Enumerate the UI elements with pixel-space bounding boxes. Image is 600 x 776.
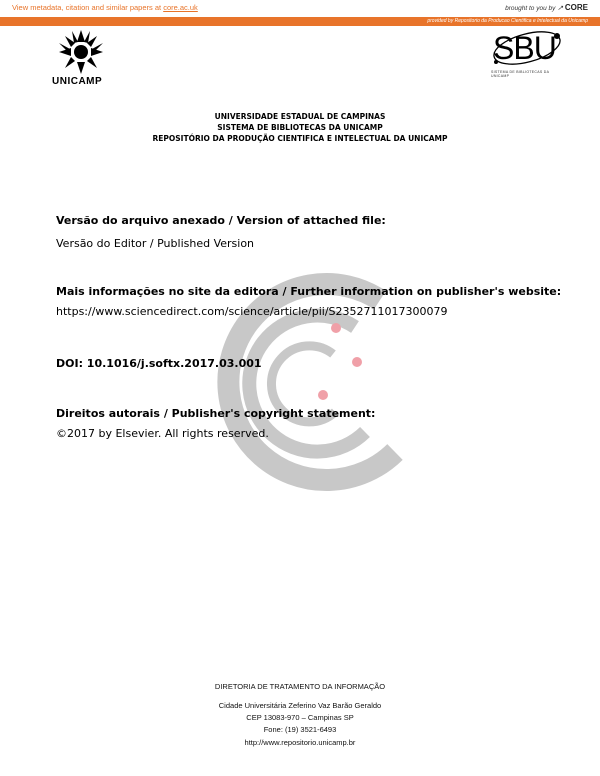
unicamp-emblem-icon (56, 28, 106, 76)
core-logo-icon: ↗ (557, 5, 564, 12)
core-top-bar (0, 0, 600, 17)
sbu-subtitle: SISTEMA DE BIBLIOTECAS DA UNICAMP (491, 70, 550, 78)
publisher-url-link[interactable]: https://www.sciencedirect.com/science/article/pii/S2352711017300079 (56, 305, 448, 318)
provided-by-bar (0, 17, 600, 26)
brought-by-text: brought to you by (505, 5, 556, 12)
version-value: Versão do Editor / Published Version (56, 237, 255, 250)
core-brand[interactable]: CORE (564, 3, 588, 12)
footer-url-link[interactable]: http://www.repositorio.unicamp.br (244, 738, 356, 747)
sbu-logo (487, 28, 567, 78)
version-heading: Versão do arquivo anexado / Version of attached file: (56, 214, 386, 227)
university-name: UNIVERSIDADE ESTADUAL DE CAMPINAS (214, 112, 386, 121)
unicamp-logo (48, 28, 118, 90)
footer-department: DIRETORIA DE TRATAMENTO DA INFORMAÇÃO (214, 682, 386, 691)
sbu-wordmark: SBU (493, 30, 556, 66)
brought-to-you-by (505, 3, 588, 12)
library-system-name: SISTEMA DE BIBLIOTECAS DA UNICAMP (217, 123, 383, 132)
footer-address-line2: CEP 13083-970 – Campinas SP (246, 713, 354, 722)
copyright-section (56, 407, 375, 440)
version-section (56, 214, 386, 250)
doi-text: DOI: 10.1016/j.softx.2017.03.001 (56, 357, 262, 370)
core-metadata-notice (12, 3, 198, 12)
footer-phone: Fone: (19) 3521-6493 (263, 725, 337, 734)
institution-header (0, 111, 600, 144)
publisher-info-section (56, 285, 561, 318)
core-link[interactable]: core.ac.uk (163, 3, 198, 12)
provided-by-text: provided by Repositorio da Producao Cientifica e Intelectual da Unicamp (427, 18, 588, 24)
unicamp-wordmark: UNICAMP (52, 76, 103, 87)
metadata-notice-text: View metadata, citation and similar papers at (12, 3, 164, 12)
copyright-heading: Direitos autorais / Publisher's copyright statement: (56, 407, 376, 420)
doi-section (56, 357, 262, 370)
copyright-value: ©2017 by Elsevier. All rights reserved. (56, 427, 269, 440)
footer-address-line1: Cidade Universitária Zeferino Vaz Barão Geraldo (218, 701, 382, 710)
publisher-info-heading: Mais informações no site da editora / Further information on publisher's website: (56, 285, 562, 298)
repository-name: REPOSITÓRIO DA PRODUÇÃO CIENTIFICA E INTELECTUAL DA UNICAMP (152, 134, 448, 143)
